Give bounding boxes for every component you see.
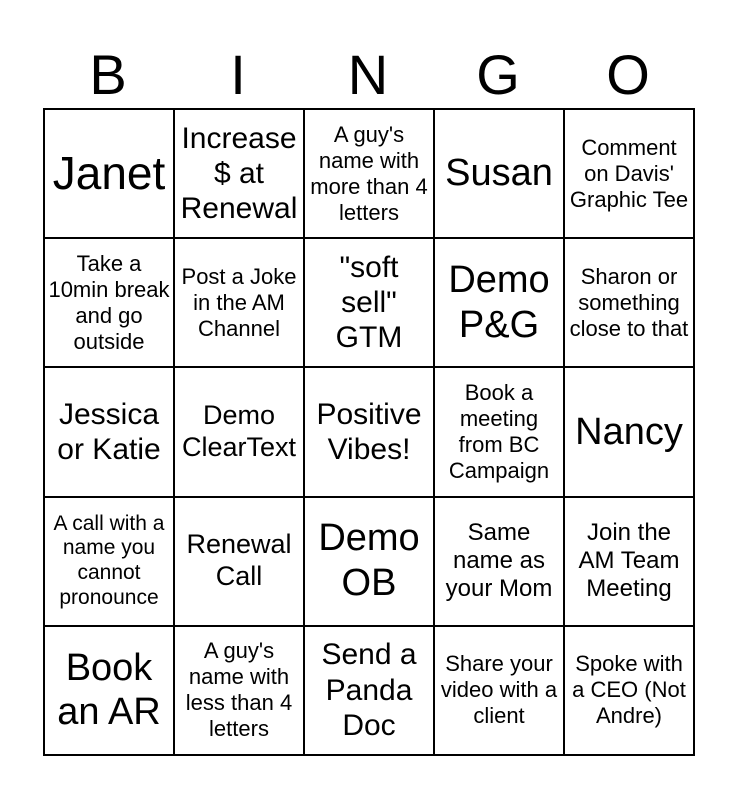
bingo-board — [43, 108, 695, 756]
board-row — [44, 238, 694, 367]
bingo-cell[interactable]: Comment on Davis' Graphic Tee — [564, 109, 694, 238]
header-letter-g: G — [476, 43, 520, 106]
bingo-cell[interactable]: Demo P&G — [434, 238, 564, 367]
header-letter-n: N — [347, 43, 389, 106]
header-letter-i: I — [230, 43, 246, 106]
bingo-cell[interactable]: Book an AR — [44, 626, 174, 755]
bingo-cell[interactable]: Send a Panda Doc — [304, 626, 434, 755]
board-row — [44, 109, 694, 238]
bingo-cell[interactable]: Take a 10min break and go outside — [44, 238, 174, 367]
bingo-cell[interactable]: Renewal Call — [174, 497, 304, 626]
header-letter-o: O — [606, 43, 650, 106]
bingo-cell[interactable]: Sharon or something close to that — [564, 238, 694, 367]
bingo-cell[interactable]: Same name as your Mom — [434, 497, 564, 626]
bingo-cell[interactable]: Susan — [434, 109, 564, 238]
board-row — [44, 626, 694, 755]
bingo-cell[interactable]: A call with a name you cannot pronounce — [44, 497, 174, 626]
bingo-cell[interactable]: Share your video with a client — [434, 626, 564, 755]
bingo-cell[interactable]: Nancy — [564, 367, 694, 496]
bingo-cell[interactable]: "soft sell" GTM — [304, 238, 434, 367]
bingo-cell[interactable]: Demo OB — [304, 497, 434, 626]
bingo-cell[interactable]: Jessica or Katie — [44, 367, 174, 496]
bingo-cell[interactable]: A guy's name with less than 4 letters — [174, 626, 304, 755]
bingo-cell[interactable]: A guy's name with more than 4 letters — [304, 109, 434, 238]
board-row — [44, 367, 694, 496]
bingo-cell[interactable]: Janet — [44, 109, 174, 238]
bingo-cell[interactable]: Demo ClearText — [174, 367, 304, 496]
bingo-header — [43, 44, 693, 106]
bingo-cell[interactable]: Increase $ at Renewal — [174, 109, 304, 238]
header-letter-b: B — [89, 43, 127, 106]
board-row — [44, 497, 694, 626]
bingo-cell[interactable]: Positive Vibes! — [304, 367, 434, 496]
bingo-cell[interactable]: Post a Joke in the AM Channel — [174, 238, 304, 367]
bingo-cell[interactable]: Join the AM Team Meeting — [564, 497, 694, 626]
bingo-cell[interactable]: Spoke with a CEO (Not Andre) — [564, 626, 694, 755]
bingo-cell[interactable]: Book a meeting from BC Campaign — [434, 367, 564, 496]
